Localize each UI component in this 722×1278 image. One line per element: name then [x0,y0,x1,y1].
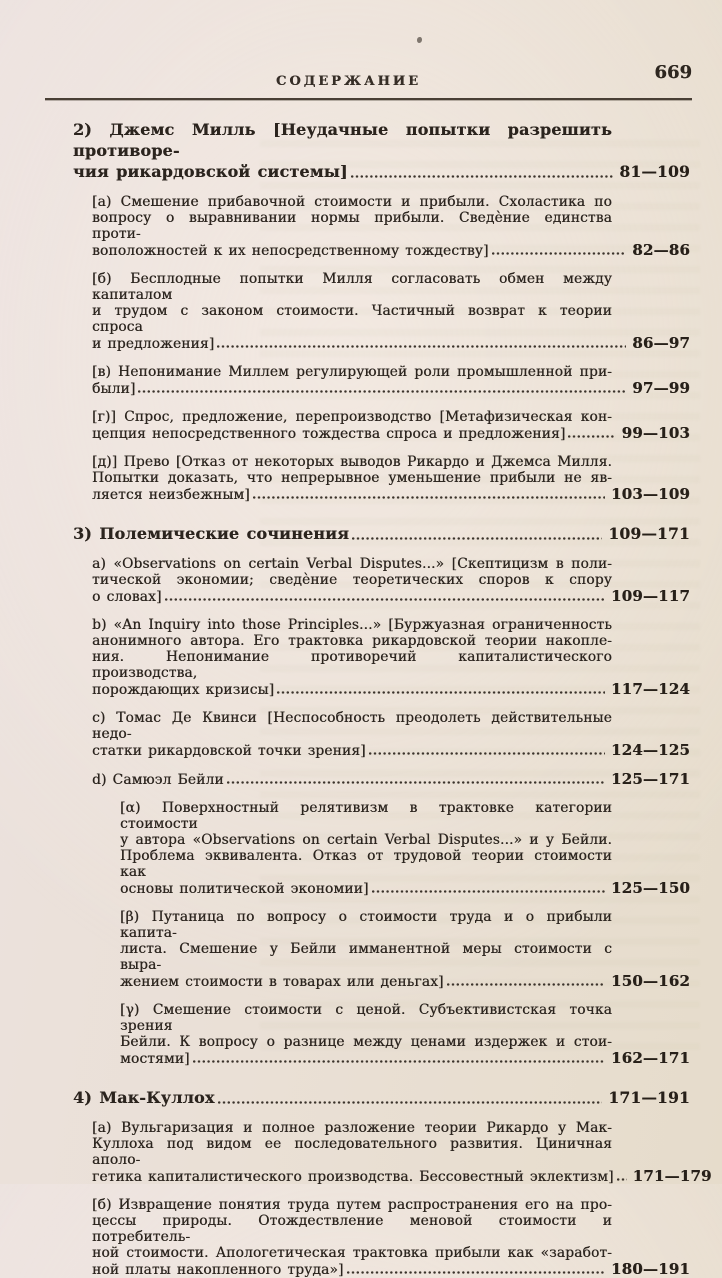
toc-entry [92,454,690,503]
toc-entry-line: [α) Поверхностный релятивизм в трактовке категории стоимости [120,800,612,832]
toc-entry-line: жением стоимости в товарах или деньгах] [120,974,444,990]
toc-entry [92,556,690,605]
toc-entry-line: [д)] Прево [Отказ от некоторых выводов Рикардо и Джемса Милля. [92,454,612,470]
toc-entry-line: и предложения] [92,336,215,352]
page-number: 669 [654,62,692,83]
toc-entry-line: [г)] Спрос, предложение, перепроизводство [Метафизическая кон- [92,409,612,425]
toc-entry [92,1120,712,1185]
toc-entry [92,617,690,698]
toc-entry-line: [б) Бесплодные попытки Милля согласовать обмен между капиталом [92,271,612,303]
page-range: 171—179 [632,1167,712,1185]
toc-entry-line: у автора «Observations on certain Verbal Disputes...» и у Бейли. [120,832,612,848]
page-range: 124—125 [610,741,690,759]
page-range: 162—171 [610,1049,690,1067]
toc-entry-line: воположностей к их непосредственному тождеству] [92,243,489,259]
toc-entry [92,271,690,352]
page-range: 86—97 [632,334,690,352]
toc-entry-line: цессы природы. Отождествление меновой стоимости и потребитель- [92,1213,612,1245]
dot-leader [352,537,602,540]
dot-leader [227,781,605,784]
toc-entry-lastline [92,486,690,503]
page-range: 125—150 [610,879,690,897]
toc-entry [92,364,690,397]
toc-entry-line: [б) Извращение понятия труда путем распространения его на про- [92,1197,612,1213]
toc-entry-line: [в) Непонимание Миллем регулирующей роли промышленной при- [92,364,612,380]
toc-entry-line: и трудом с законом стоимости. Частичный возврат к теории спроса [92,303,612,335]
toc-entry [120,1002,690,1067]
toc-entry [120,909,690,990]
page-header [45,0,692,89]
toc-entry-line: [β) Путаница по вопросу о стоимости труда и о прибыли капита- [120,909,612,941]
toc-entry-lastline [92,380,690,397]
toc-entry-line: Попытки доказать, что непрерывное уменьшение прибыли не яв- [92,470,612,486]
toc-entry-line: цепция непосредственного тождества спроса и предложения] [92,426,566,442]
toc-entry-line: a) «Observations on certain Verbal Disputes...» [Скептицизм в поли- [92,556,612,572]
toc-entry-lastline [73,161,690,182]
page-range: 82—86 [632,241,690,259]
toc-entry-line: листа. Смешение у Бейли имманентной меры стоимости с выра- [120,941,612,973]
toc-entry-line: тической экономии; сведѐние теоретических споров к спору [92,572,612,588]
toc-entry-line: ляется неизбежным] [92,487,250,503]
dot-leader [372,890,605,893]
toc-entry-line: 2) Джемс Милль [Неудачные попытки разрешить противоре- [73,120,612,160]
dot-leader [217,345,626,348]
toc-entry-lastline [92,588,690,605]
dot-leader [492,252,627,255]
toc-entry-line: чия рикардовской системы] [73,162,348,181]
toc-entry-lastline [92,742,690,759]
toc-entry-line: [а) Смешение прибавочной стоимости и прибыли. Схоластика по [92,194,612,210]
toc-entry-line: были] [92,381,136,397]
toc-entry-line: вопросу о выравнивании нормы прибыли. Сведѐние единства проти- [92,210,612,242]
toc-entry-line: d) Самюэл Бейли [92,772,224,788]
toc-entry-line: основы политической экономии] [120,881,369,897]
toc-entry-lastline [92,242,690,259]
toc-entry [73,1087,690,1108]
page-range: 97—99 [632,379,690,397]
page-range: 180—191 [610,1260,690,1278]
toc-entry-lastline [120,973,690,990]
page-range: 81—109 [619,162,690,181]
toc-entry-line: b) «An Inquiry into those Principles...» [Буржуазная ограниченность [92,617,612,633]
dot-leader [138,390,626,393]
toc-entry-line: Бейли. К вопросу о разнице между ценами издержек и стои- [120,1034,612,1050]
toc-entry [73,523,690,544]
toc-entry [92,194,690,259]
toc-entry [120,800,690,897]
toc-entry-lastline [92,681,690,698]
toc-entry-lastline [92,771,690,788]
toc-entry-lastline [73,523,690,544]
toc-entry-line: ной платы накопленного труда»] [92,1262,344,1278]
page-range: 171—191 [608,1088,690,1107]
toc-entry-line: гетика капиталистического производства. Бессовестный эклектизм] [92,1169,614,1185]
contents-heading: СОДЕРЖАНИЕ [275,74,422,89]
toc-entry-line: 3) Полемические сочинения [73,524,350,543]
toc-entry-line: Куллоха под видом ее последовательного развития. Циничная аполо- [92,1136,612,1168]
dot-leader [218,1101,603,1104]
dot-leader [277,691,605,694]
dot-leader [253,496,605,499]
toc-entry-line: Проблема эквивалента. Отказ от трудовой теории стоимости как [120,848,612,880]
dot-leader [351,175,614,178]
toc-entry-line: [а) Вульгаризация и полное разложение теории Рикардо у Мак- [92,1120,612,1136]
toc-entry-line: порождающих кризисы] [92,682,275,698]
toc-entry-line: ной стоимости. Апологетическая трактовка прибыли как «заработ- [92,1245,612,1261]
dot-leader [369,752,605,755]
toc-entry [92,710,690,759]
page-range: 109—117 [610,587,690,605]
toc-entry-line: c) Томас Де Квинси [Неспособность преодолеть действительные недо- [92,710,612,742]
toc-entry-line: 4) Мак-Куллох [73,1088,215,1107]
toc-entry-line: ния. Непонимание противоречий капиталистического производства, [92,649,612,681]
toc-entry-lastline [92,425,690,442]
page-range: 103—109 [610,485,690,503]
page-range: 99—103 [621,424,690,442]
toc [0,100,722,1278]
toc-entry-lastline [120,880,690,897]
dot-leader [447,983,605,986]
page-range: 125—171 [610,770,690,788]
page-range: 109—171 [608,524,690,543]
toc-entry-line: мостями] [120,1051,190,1067]
dot-leader [347,1271,605,1274]
dot-leader [165,598,605,601]
toc-entry-lastline [92,1167,712,1185]
dot-leader [568,435,615,438]
toc-entry-lastline [73,1087,690,1108]
toc-entry [92,409,690,442]
page-range: 150—162 [610,972,690,990]
toc-entry-line: статки рикардовской точки зрения] [92,743,366,759]
toc-entry [92,1197,690,1278]
dot-leader [193,1060,605,1063]
toc-entry-lastline [92,1261,690,1278]
toc-entry [92,771,690,788]
page-range: 117—124 [610,680,690,698]
toc-entry-line: о словах] [92,589,162,605]
toc-entry-lastline [120,1050,690,1067]
toc-entry-line: [γ) Смешение стоимости с ценой. Субъективистская точка зрения [120,1002,612,1034]
toc-entry-lastline [92,335,690,352]
toc-entry-line: анонимного автора. Его трактовка рикардовской теории накопле- [92,633,612,649]
dot-leader [617,1178,627,1181]
toc-entry [73,119,690,182]
